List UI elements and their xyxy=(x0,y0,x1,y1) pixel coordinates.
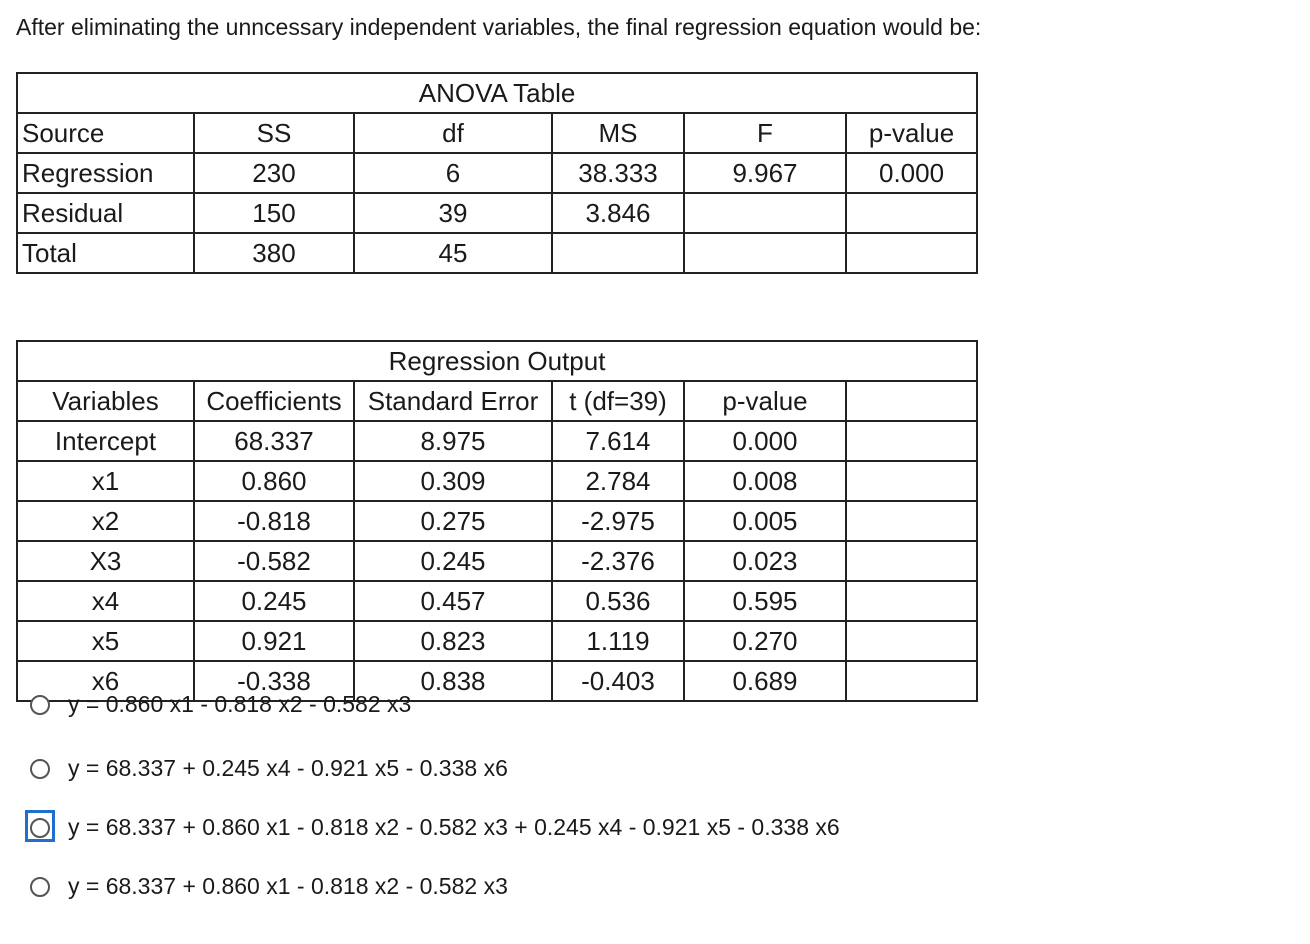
regression-cell: 0.000 xyxy=(684,421,846,461)
answer-option[interactable] xyxy=(30,755,508,782)
regression-cell: 2.784 xyxy=(552,461,684,501)
regression-header-cell: t (df=39) xyxy=(552,381,684,421)
regression-header-row xyxy=(17,381,977,421)
anova-cell: 45 xyxy=(354,233,552,273)
regression-cell: x5 xyxy=(17,621,194,661)
question-text: After eliminating the unncessary independent variables, the final regression equation would be: xyxy=(16,14,982,40)
regression-cell: 0.309 xyxy=(354,461,552,501)
regression-cell: 0.838 xyxy=(354,661,552,701)
table-row xyxy=(17,541,977,581)
regression-header-cell: p-value xyxy=(684,381,846,421)
table-row xyxy=(17,621,977,661)
answer-option[interactable] xyxy=(30,814,840,841)
regression-cell: 0.245 xyxy=(354,541,552,581)
regression-cell xyxy=(846,661,977,701)
anova-header-cell: df xyxy=(354,113,552,153)
table-row xyxy=(17,581,977,621)
regression-cell xyxy=(846,501,977,541)
answer-option-label[interactable]: y = 0.860 x1 - 0.818 x2 - 0.582 x3 xyxy=(68,691,412,717)
answer-option-label[interactable]: y = 68.337 + 0.860 x1 - 0.818 x2 - 0.582 x3 xyxy=(68,873,508,899)
anova-cell: Residual xyxy=(17,193,194,233)
regression-cell: -0.338 xyxy=(194,661,354,701)
radio-button[interactable] xyxy=(30,818,50,838)
regression-cell: 8.975 xyxy=(354,421,552,461)
regression-cell: 7.614 xyxy=(552,421,684,461)
regression-header-cell: Standard Error xyxy=(354,381,552,421)
regression-cell: 0.270 xyxy=(684,621,846,661)
radio-button[interactable] xyxy=(30,877,50,897)
regression-cell: 0.595 xyxy=(684,581,846,621)
anova-cell: 6 xyxy=(354,153,552,193)
regression-header-cell: Coefficients xyxy=(194,381,354,421)
regression-cell: 0.823 xyxy=(354,621,552,661)
regression-cell xyxy=(846,621,977,661)
anova-cell xyxy=(552,233,684,273)
regression-cell: -0.582 xyxy=(194,541,354,581)
regression-cell: 0.921 xyxy=(194,621,354,661)
answer-option[interactable] xyxy=(30,873,508,900)
anova-cell xyxy=(846,193,977,233)
anova-header-cell: SS xyxy=(194,113,354,153)
table-row xyxy=(17,461,977,501)
regression-output-table xyxy=(16,340,978,702)
answer-option-label[interactable]: y = 68.337 + 0.245 x4 - 0.921 x5 - 0.338 x6 xyxy=(68,755,508,781)
anova-title: ANOVA Table xyxy=(17,73,977,113)
regression-cell xyxy=(846,541,977,581)
anova-header-row xyxy=(17,113,977,153)
regression-cell: 0.023 xyxy=(684,541,846,581)
regression-cell: 68.337 xyxy=(194,421,354,461)
table-row xyxy=(17,501,977,541)
anova-header-cell: MS xyxy=(552,113,684,153)
anova-cell: Total xyxy=(17,233,194,273)
anova-header-cell: Source xyxy=(17,113,194,153)
regression-header-cell xyxy=(846,381,977,421)
regression-cell: 1.119 xyxy=(552,621,684,661)
regression-cell: 0.005 xyxy=(684,501,846,541)
regression-cell: 0.536 xyxy=(552,581,684,621)
radio-button[interactable] xyxy=(30,759,50,779)
anova-cell: 3.846 xyxy=(552,193,684,233)
regression-cell: -2.975 xyxy=(552,501,684,541)
regression-cell: x2 xyxy=(17,501,194,541)
regression-cell: 0.860 xyxy=(194,461,354,501)
regression-cell: -0.818 xyxy=(194,501,354,541)
answer-option[interactable] xyxy=(30,691,411,718)
anova-table xyxy=(16,72,978,274)
table-row xyxy=(17,233,977,273)
anova-cell xyxy=(684,193,846,233)
anova-cell: 9.967 xyxy=(684,153,846,193)
regression-cell: x4 xyxy=(17,581,194,621)
regression-cell: 0.275 xyxy=(354,501,552,541)
anova-cell: 230 xyxy=(194,153,354,193)
anova-cell xyxy=(846,233,977,273)
anova-cell: 39 xyxy=(354,193,552,233)
regression-header-cell: Variables xyxy=(17,381,194,421)
regression-cell xyxy=(846,581,977,621)
table-row xyxy=(17,153,977,193)
regression-cell: 0.008 xyxy=(684,461,846,501)
answer-option-label[interactable]: y = 68.337 + 0.860 x1 - 0.818 x2 - 0.582 x3 + 0.245 x4 - 0.921 x5 - 0.338 x6 xyxy=(68,814,840,840)
anova-cell: 380 xyxy=(194,233,354,273)
regression-cell: 0.457 xyxy=(354,581,552,621)
table-row xyxy=(17,193,977,233)
regression-title: Regression Output xyxy=(17,341,977,381)
regression-cell: 0.245 xyxy=(194,581,354,621)
regression-cell: -0.403 xyxy=(552,661,684,701)
anova-cell: 150 xyxy=(194,193,354,233)
anova-header-cell: p-value xyxy=(846,113,977,153)
regression-cell: Intercept xyxy=(17,421,194,461)
radio-button[interactable] xyxy=(30,695,50,715)
anova-cell: 0.000 xyxy=(846,153,977,193)
anova-cell: Regression xyxy=(17,153,194,193)
regression-cell: 0.689 xyxy=(684,661,846,701)
anova-cell xyxy=(684,233,846,273)
table-row xyxy=(17,421,977,461)
regression-cell xyxy=(846,461,977,501)
regression-cell: X3 xyxy=(17,541,194,581)
anova-cell: 38.333 xyxy=(552,153,684,193)
anova-header-cell: F xyxy=(684,113,846,153)
regression-cell xyxy=(846,421,977,461)
regression-cell: x6 xyxy=(17,661,194,701)
regression-cell: -2.376 xyxy=(552,541,684,581)
regression-cell: x1 xyxy=(17,461,194,501)
